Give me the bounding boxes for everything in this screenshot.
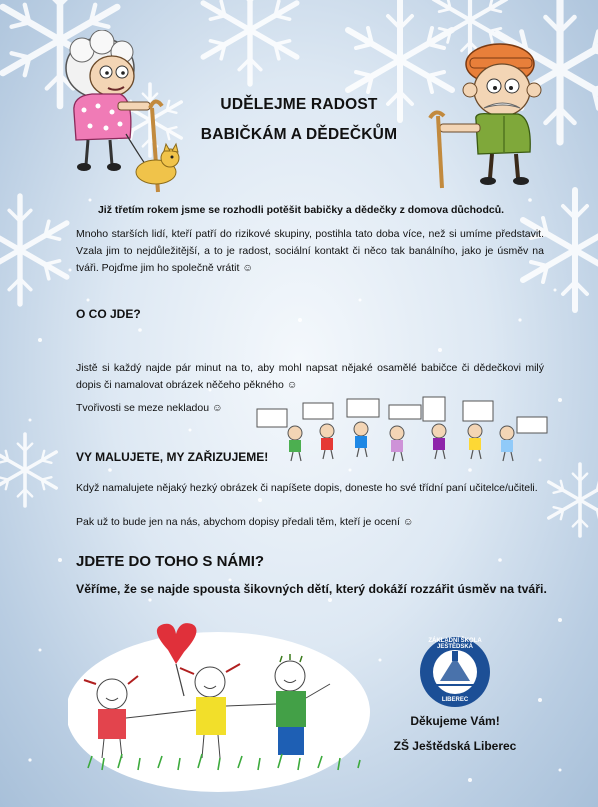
section2-heading: VY MALUJETE, MY ZAŘIZUJEME! [76,450,269,464]
section2-paragraph-2: Pak už to bude jen na nás, abychom dopisy předali těm, kteří je ocení ☺ [76,516,414,528]
thanks-text: Děkujeme Vám! [410,714,500,728]
school-logo [418,635,492,709]
section1-paragraph: Jistě si každý najde pár minut na to, aby mohl napsat nějaké osamělé babičce či dědečkovi milý dopis či namalovat obrázek něčeho pěkného ☺ [76,362,544,391]
section3-heading: JDETE DO TOHO S NÁMI? [76,553,265,570]
section2-paragraph-1: Když namalujete nějaký hezký obrázek či napíšete dopis, doneste ho své třídní paní učitelce/učiteli. [76,482,538,494]
intro-paragraph: Mnoho starších lidí, kteří patří do rizikové skupiny, postihla tato doba více, než si umíme představit. Vzala jim to nejdůležitější, a to je radost, sociální kontakt či něco tak banálního, jako je úsměv na tváři. Pojďme jim ho společně vrátit ☺ [76,228,544,274]
logo-text-top: ZÁKLADNÍ ŠKOLA JEŠTĚDSKÁ [428,638,482,650]
section3-text: Věříme, že se najde spousta šikovných dětí, který dokáží rozzářit úsměv na tváři. [76,582,547,596]
title-line-1: UDĚLEJME RADOST [220,96,378,113]
school-name: ZŠ Ještědská Liberec [393,739,517,753]
title-line-2: BABIČKÁM A DĚDEČKŮM [200,126,398,143]
logo-text-bottom: LIBEREC [441,697,469,703]
children-drawing-illustration [68,618,378,798]
section1-note: Tvořivosti se meze nekladou ☺ [76,402,223,414]
children-with-signs-illustration [255,395,550,465]
section1-heading: O CO JDE? [76,307,141,321]
lead-text: Již třetím rokem jsme se rozhodli potěšit babičky a dědečky z domova důchodců. [97,204,505,216]
